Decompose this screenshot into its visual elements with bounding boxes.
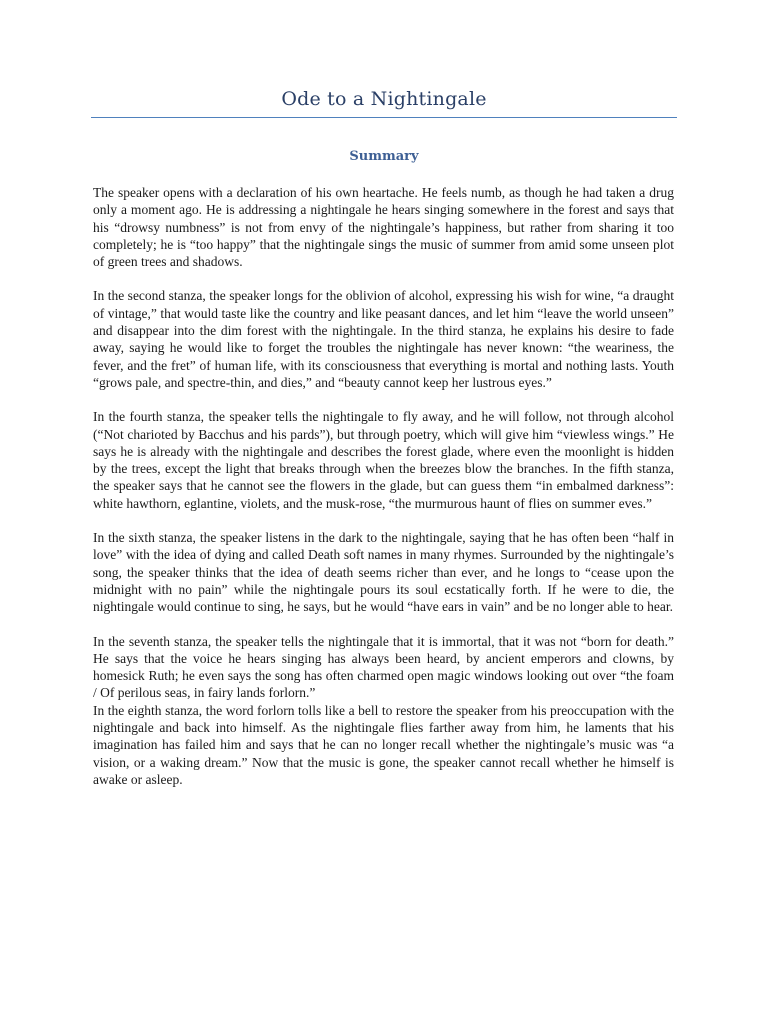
paragraph-stanza-7: In the seventh stanza, the speaker tells the nightingale that it is immortal, that it was not “born for death.” He says that the voice he hears singing has always been heard, by ancient emperors and clowns, by homesick Ruth; he even says the song has often charmed open magic windows looking out over “the foam / Of perilous seas, in fairy lands forlorn.” (93, 633, 674, 701)
paragraph-stanza-8: In the eighth stanza, the word forlorn tolls like a bell to restore the speaker from his preoccupation with the nightingale and back into himself. As the nightingale flies farther away from him, he laments that his imagination has failed him and says that he can no longer recall whether the nightingale’s music was “a vision, or a waking dream.” Now that the music is gone, the speaker cannot recall whether he himself is awake or asleep. (93, 702, 674, 787)
paragraph-stanza-6: In the sixth stanza, the speaker listens in the dark to the nightingale, saying that he has often been “half in love” with the idea of dying and called Death soft names in many rhymes. Surrounded by the nightingale’s song, the speaker thinks that the idea of death seems richer than ever, and he longs to “cease upon the midnight with no pain” while the nightingale pours its soul ecstatically forth. If he were to die, the nightingale would continue to sing, he says, but he would “have ears in vain” and be no longer able to hear. (93, 530, 674, 615)
title-underline-divider (91, 117, 677, 118)
body-text (93, 184, 674, 788)
paragraph-stanza-4-5: In the fourth stanza, the speaker tells the nightingale to fly away, and he will follow, not through alcohol (“Not charioted by Bacchus and his pards”), but through poetry, which will give him “viewless wings.” He says he is already with the nightingale and describes the forest glade, where even the moonlight is hidden by the trees, except the light that breaks through when the breezes blow the branches. In the fifth stanza, the speaker says that he cannot see the flowers in the glade, but can guess them “in embalmed darkness”: white hawthorn, eglantine, violets, and the musk-rose, “the murmurous haunt of flies on summer eves.” (93, 409, 674, 511)
section-heading: Summary (349, 149, 419, 164)
document-title: Ode to a Nightingale (281, 88, 487, 110)
paragraph-stanza-1: The speaker opens with a declaration of his own heartache. He feels numb, as though he had taken a drug only a moment ago. He is addressing a nightingale he hears singing somewhere in the forest and says that his “drowsy numbness” is not from envy of the nightingale’s happiness, but rather from sharing it too completely; he is “too happy” that the nightingale sings the music of summer from amid some unseen plot of green trees and shadows. (93, 185, 674, 270)
paragraph-stanza-2-3: In the second stanza, the speaker longs for the oblivion of alcohol, expressing his wish for wine, “a draught of vintage,” that would taste like the country and like peasant dances, and let him “leave the world unseen” and disappear into the dim forest with the nightingale. In the third stanza, he explains his desire to fade away, saying he would like to forget the troubles the nightingale has never known: “the weariness, the fever, and the fret” of human life, with its consciousness that everything is mortal and nothing lasts. Youth “grows pale, and spectre-thin, and dies,” and “beauty cannot keep her lustrous eyes.” (93, 288, 674, 390)
